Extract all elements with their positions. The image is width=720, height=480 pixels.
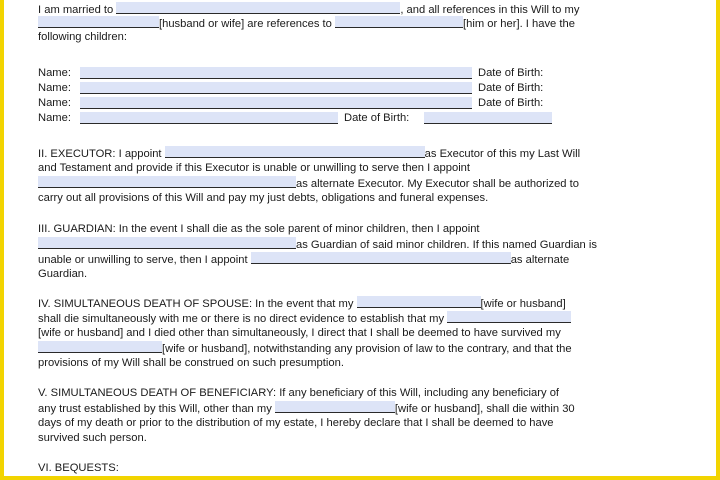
child-row-1: [38, 66, 678, 80]
child-dob-label-4: Date of Birth:: [344, 112, 410, 124]
spouse-death-text-3: [wife or husband] and I died other than simultaneously, I direct that I shall be deemed to have survived my: [38, 327, 561, 339]
child-name-label-2: Name:: [38, 82, 71, 94]
marriage-text-3: [husband or wife] are references to: [159, 18, 332, 30]
spouse-death-text-2: shall die simultaneously with me or there is no direct evidence to establish that my: [38, 313, 445, 325]
child-row-4: [38, 111, 678, 125]
child-name-label-1: Name:: [38, 67, 71, 79]
guardian-line-2: [38, 237, 597, 251]
marriage-text-2: , and all references in this Will to my: [400, 4, 580, 16]
child-dob-label-3: Date of Birth:: [478, 97, 544, 109]
beneficiary-death-line-4: [38, 431, 147, 445]
beneficiary-death-heading: V. SIMULTANEOUS DEATH OF BENEFICIARY: If any beneficiary of this Will, including any beneficiary of: [38, 387, 560, 399]
spouse-death-line-2: [38, 311, 571, 325]
guardian-text-3: unable or unwilling to serve, then I appoint: [38, 254, 248, 266]
executor-line-1: [38, 146, 580, 160]
alternate-executor-field[interactable]: [38, 176, 296, 188]
spouse-reference-name-field[interactable]: [335, 16, 463, 28]
child-dob-field-4[interactable]: [424, 112, 552, 124]
husband-or-wife-field[interactable]: [38, 16, 159, 28]
bequests-line: [38, 461, 119, 475]
spouse-death-line-3: [38, 326, 561, 340]
child-row-3: [38, 96, 678, 110]
alternate-guardian-field[interactable]: [251, 252, 511, 264]
executor-text-4: carry out all provisions of this Will and pay my just debts, obligations and funeral expenses.: [38, 192, 489, 204]
child-name-field-3[interactable]: [80, 97, 472, 109]
executor-text-2: and Testament and provide if this Executor is unable or unwilling to serve then I appoint: [38, 162, 471, 174]
marriage-line-3: [38, 30, 127, 44]
spouse-death-line-5: [38, 356, 344, 370]
child-dob-label-2: Date of Birth:: [478, 82, 544, 94]
marriage-text-1: I am married to: [38, 4, 114, 16]
guardian-text-4: as alternate: [510, 254, 570, 266]
marriage-text-4: [him or her]. I have the: [463, 18, 575, 30]
marriage-line-2: [38, 16, 575, 30]
beneficiary-death-text-4: survived such person.: [38, 432, 147, 444]
guardian-line-3: [38, 252, 569, 266]
beneficiary-death-line-2: [38, 401, 575, 415]
executor-text-3: as alternate Executor. My Executor shall be authorized to: [296, 178, 579, 190]
executor-text-1: as Executor of this my Last Will: [424, 148, 581, 160]
executor-line-3: [38, 176, 579, 190]
guardian-line-1: [38, 222, 480, 236]
spouse-death-name-field-3[interactable]: [38, 341, 162, 353]
guardian-text-2: as Guardian of said minor children. If this named Guardian is: [296, 239, 597, 251]
child-name-label-3: Name:: [38, 97, 71, 109]
spouse-death-heading: IV. SIMULTANEOUS DEATH OF SPOUSE: In the event that my: [38, 298, 354, 310]
marriage-line-1: [38, 2, 579, 16]
spouse-death-name-field-1[interactable]: [357, 296, 481, 308]
beneficiary-death-name-field[interactable]: [275, 401, 395, 413]
spouse-death-name-field-2[interactable]: [447, 311, 571, 323]
child-name-field-1[interactable]: [80, 67, 472, 79]
marriage-text-5: following children:: [38, 31, 127, 43]
spouse-death-line-4: [38, 341, 572, 355]
executor-heading: II. EXECUTOR: I appoint: [38, 148, 162, 160]
child-dob-label-1: Date of Birth:: [478, 67, 544, 79]
executor-line-4: [38, 191, 488, 205]
executor-name-field[interactable]: [165, 146, 425, 158]
beneficiary-death-text-2: [wife or husband], shall die within 30: [394, 403, 575, 415]
child-name-field-2[interactable]: [80, 82, 472, 94]
spouse-death-text-4: [wife or husband], notwithstanding any provision of law to the contrary, and that the: [162, 343, 572, 355]
guardian-text-5: Guardian.: [38, 268, 88, 280]
beneficiary-death-line-3: [38, 416, 554, 430]
child-name-field-4[interactable]: [80, 112, 338, 124]
child-row-2: [38, 81, 678, 95]
spouse-name-field[interactable]: [116, 2, 400, 14]
executor-line-2: [38, 161, 470, 175]
spouse-death-text-1: [wife or husband]: [480, 298, 566, 310]
spouse-death-text-5: provisions of my Will shall be construed on such presumption.: [38, 357, 344, 369]
bequests-heading: VI. BEQUESTS:: [38, 462, 119, 474]
beneficiary-death-line-1: [38, 386, 559, 400]
guardian-line-4: [38, 267, 87, 281]
child-name-label-4: Name:: [38, 112, 71, 124]
spouse-death-line-1: [38, 296, 566, 310]
beneficiary-death-text-3: days of my death or prior to the distribution of my estate, I hereby declare that I shall be deemed to have: [38, 417, 554, 429]
beneficiary-death-text-1: any trust established by this Will, other than my: [38, 403, 272, 415]
guardian-heading: III. GUARDIAN: In the event I shall die as the sole parent of minor children, then I appoint: [38, 223, 480, 235]
guardian-name-field[interactable]: [38, 237, 296, 249]
